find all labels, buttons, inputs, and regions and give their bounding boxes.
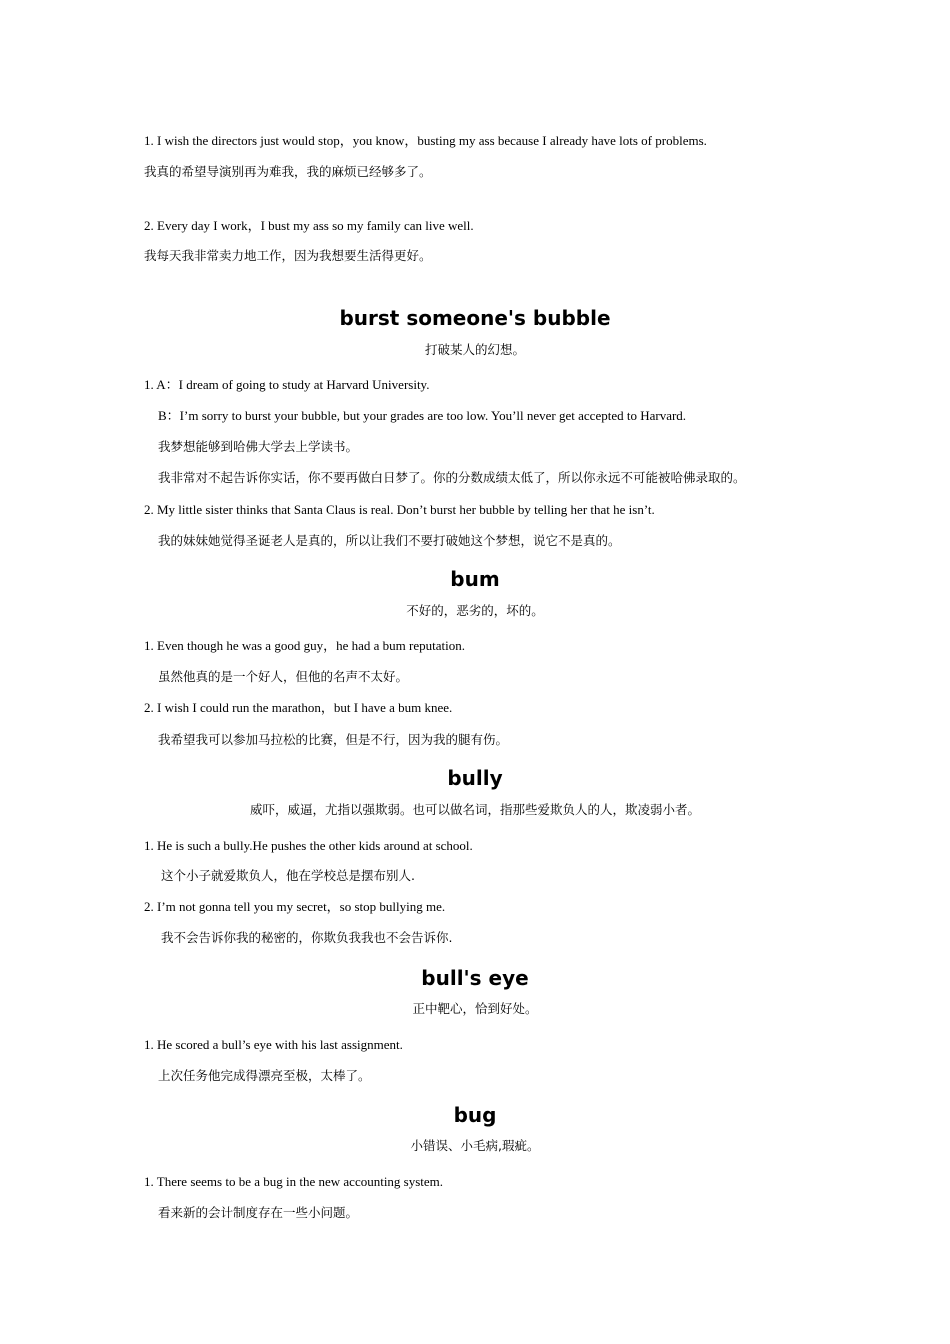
example-en: 1. A：I dream of going to study at Harvard University.: [144, 377, 430, 392]
example-en: 2. My little sister thinks that Santa Claus is real. Don’t burst her bubble by telling her that he isn’t.: [144, 502, 655, 517]
example-en: 1. There seems to be a bug in the new accounting system.: [144, 1174, 444, 1189]
example-zh: 我非常对不起告诉你实话，你不要再做白日梦了。你的分数成绩太低了，所以你永远不可能被哈佛录取的。: [158, 470, 746, 485]
example-en: B：I’m sorry to burst your bubble, but your grades are too low. You’ll never get accepted to Harvard.: [158, 408, 687, 423]
example-zh: 看来新的会计制度存在一些小问题。: [158, 1205, 359, 1220]
entry-definition: 正中靶心，恰到好处。: [412, 1001, 538, 1016]
example-en: 2. I’m not gonna tell you my secret，so stop bullying me.: [144, 899, 446, 914]
entry-term: bum: [450, 567, 500, 591]
example-en: 2. Every day I work，I bust my ass so my family can live well.: [144, 218, 474, 233]
example-zh: 上次任务他完成得漂亮至极，太棒了。: [158, 1068, 371, 1083]
entry-term: bull's eye: [421, 966, 529, 990]
example-zh: 虽然他真的是一个好人，但他的名声不太好。: [158, 669, 409, 684]
example-en: 2. I wish I could run the marathon，but I have a bum knee.: [144, 700, 453, 715]
entry-definition: 威吓，威逼，尤指以强欺弱。也可以做名词，指那些爱欺负人的人，欺凌弱小者。: [249, 802, 700, 817]
entry-term: burst someone's bubble: [339, 306, 611, 330]
example-en: 1. Even though he was a good guy，he had a bum reputation.: [144, 638, 465, 653]
example-zh: 我不会告诉你我的秘密的，你欺负我我也不会告诉你.: [161, 930, 453, 945]
example-zh: 我的妹妹她觉得圣诞老人是真的，所以让我们不要打破她这个梦想，说它不是真的。: [158, 533, 621, 548]
entry-definition: 不好的，恶劣的，坏的。: [406, 603, 544, 618]
example-en: 1. I wish the directors just would stop，you know，busting my ass because I already have lots of problems.: [144, 133, 707, 148]
example-zh: 我每天我非常卖力地工作，因为我想要生活得更好。: [144, 248, 432, 263]
example-en: 1. He scored a bull’s eye with his last assignment.: [144, 1037, 403, 1052]
entry-term: bully: [447, 766, 503, 790]
example-zh: 我梦想能够到哈佛大学去上学读书。: [158, 439, 359, 454]
example-zh: 这个小子就爱欺负人，他在学校总是摆布别人.: [161, 868, 415, 883]
example-en: 1. He is such a bully.He pushes the other kids around at school.: [144, 838, 473, 853]
entry-term: bug: [453, 1103, 497, 1127]
entry-definition: 小错误、小毛病,瑕疵。: [410, 1138, 540, 1153]
example-zh: 我希望我可以参加马拉松的比赛，但是不行，因为我的腿有伤。: [158, 732, 509, 747]
example-zh: 我真的希望导演别再为难我，我的麻烦已经够多了。: [144, 164, 432, 179]
entry-definition: 打破某人的幻想。: [424, 342, 525, 357]
